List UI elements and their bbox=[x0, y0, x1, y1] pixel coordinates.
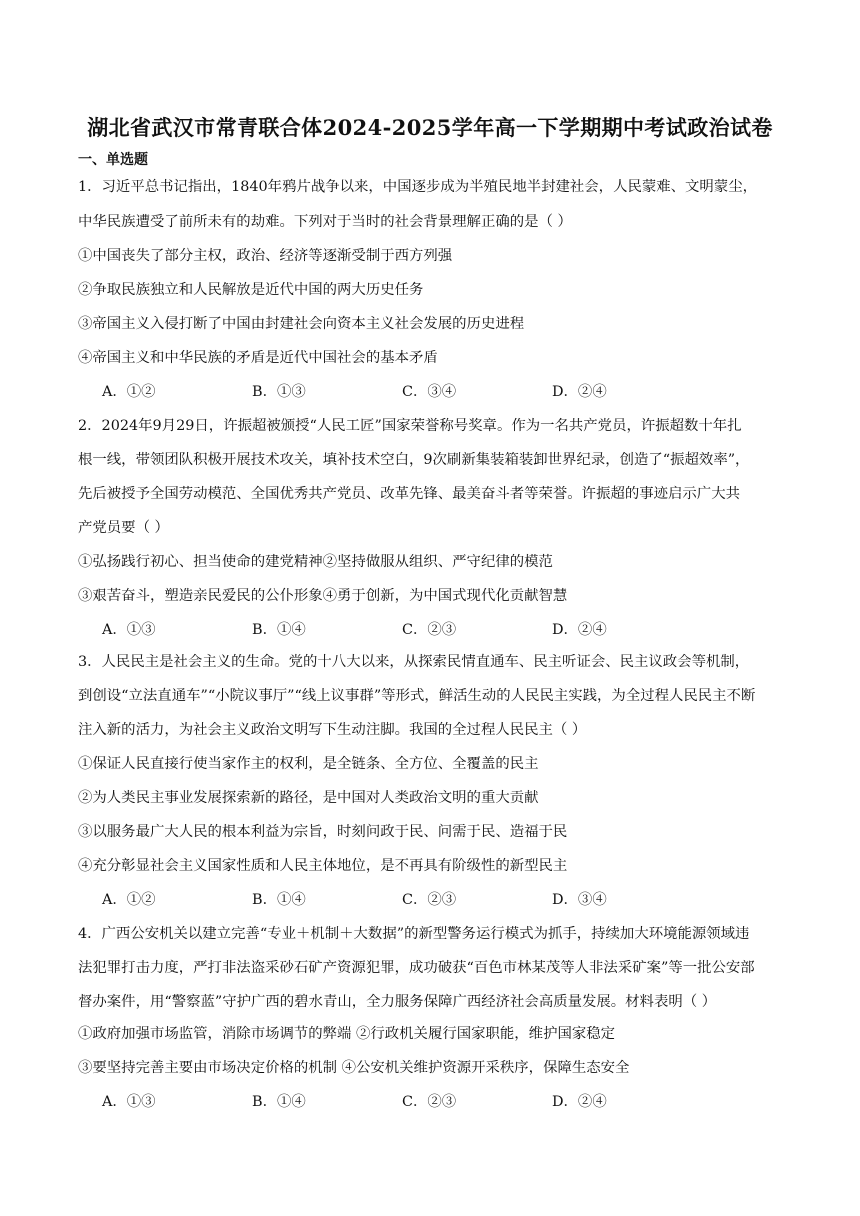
option-b[interactable]: B．①④ bbox=[252, 892, 306, 908]
question-4-statement: ③要坚持完善主要由市场决定价格的机制 ④公安机关维护资源开采秩序，保障生态安全 bbox=[78, 1060, 630, 1076]
option-d[interactable]: D．②④ bbox=[552, 1094, 607, 1110]
option-a[interactable]: A．①③ bbox=[102, 1094, 156, 1110]
question-2-stem-line: 先后被授予全国劳动模范、全国优秀共产党员、改革先锋、最美奋斗者等荣誉。许振超的事迹启示广大共 bbox=[78, 486, 740, 502]
question-3-options bbox=[102, 889, 607, 911]
question-3-statement: ①保证人民直接行使当家作主的权利，是全链条、全方位、全覆盖的民主 bbox=[78, 756, 539, 772]
question-2-stem-line: 根一线，带领团队积极开展技术攻关，填补技术空白，9次刷新集装箱装卸世界纪录，创造了“振超效率”， bbox=[78, 452, 750, 468]
question-4-stem-line: 督办案件，用“警察蓝”守护广西的碧水青山，全力服务保障广西经济社会高质量发展。材料表明（ ） bbox=[78, 994, 717, 1010]
question-1-statement: ②争取民族独立和人民解放是近代中国的两大历史任务 bbox=[78, 282, 424, 298]
option-b[interactable]: B．①④ bbox=[252, 622, 306, 638]
option-d[interactable]: D．②④ bbox=[552, 622, 607, 638]
question-1-stem-line: 中华民族遭受了前所未有的劫难。下列对于当时的社会背景理解正确的是（ ） bbox=[78, 214, 572, 230]
option-c[interactable]: C．②③ bbox=[402, 622, 457, 638]
question-3-statement: ②为人类民主事业发展探索新的路径，是中国对人类政治文明的重大贡献 bbox=[78, 790, 539, 806]
option-c[interactable]: C．②③ bbox=[402, 892, 457, 908]
question-1-options bbox=[102, 381, 607, 403]
question-2-options bbox=[102, 619, 607, 641]
question-4-stem-line: 法犯罪打击力度，严打非法盗采砂石矿产资源犯罪，成功破获“百色市林某茂等人非法采矿案”等一批公安部 bbox=[78, 960, 755, 976]
question-4-statement: ①政府加强市场监管，消除市场调节的弊端 ②行政机关履行国家职能，维护国家稳定 bbox=[78, 1026, 616, 1042]
question-4-options bbox=[102, 1091, 607, 1113]
option-d[interactable]: D．②④ bbox=[552, 384, 607, 400]
option-a[interactable]: A．①② bbox=[102, 384, 156, 400]
question-1-stem-line: 1．习近平总书记指出，1840年鸦片战争以来，中国逐步成为半殖民地半封建社会，人民蒙难、文明蒙尘， bbox=[78, 179, 757, 195]
exam-title: 湖北省武汉市常青联合体2024-2025学年高一下学期期中考试政治试卷 bbox=[87, 115, 773, 140]
option-c[interactable]: C．③④ bbox=[402, 384, 457, 400]
option-a[interactable]: A．①③ bbox=[102, 622, 156, 638]
question-2-stem-line: 产党员要（ ） bbox=[78, 520, 169, 536]
option-d[interactable]: D．③④ bbox=[552, 892, 607, 908]
option-c[interactable]: C．②③ bbox=[402, 1094, 457, 1110]
question-3-stem-line: 到创设“立法直通车”“小院议事厅”“线上议事群”等形式，鲜活生动的人民民主实践，为全过程人民民主不断 bbox=[78, 688, 756, 704]
section-heading: 一、单选题 bbox=[78, 152, 148, 168]
option-b[interactable]: B．①③ bbox=[252, 384, 306, 400]
option-b[interactable]: B．①④ bbox=[252, 1094, 306, 1110]
question-2-stem-line: 2．2024年9月29日，许振超被颁授“人民工匠”国家荣誉称号奖章。作为一名共产党员，许振超数十年扎 bbox=[78, 418, 742, 434]
question-2-statement: ①弘扬践行初心、担当使命的建党精神②坚持做服从组织、严守纪律的模范 bbox=[78, 554, 553, 570]
question-3-stem-line: 3．人民民主是社会主义的生命。党的十八大以来，从探索民情直通车、民主听证会、民主议政会等机制， bbox=[78, 654, 750, 670]
question-4-stem-line: 4．广西公安机关以建立完善“专业＋机制＋大数据”的新型警务运行模式为抓手，持续加大环境能源领域违 bbox=[78, 926, 750, 942]
option-a[interactable]: A．①② bbox=[102, 892, 156, 908]
question-1-statement: ①中国丧失了部分主权，政治、经济等逐渐受制于西方列强 bbox=[78, 248, 453, 264]
question-3-statement: ④充分彰显社会主义国家性质和人民主体地位，是不再具有阶级性的新型民主 bbox=[78, 858, 568, 874]
question-3-statement: ③以服务最广大人民的根本利益为宗旨，时刻问政于民、问需于民、造福于民 bbox=[78, 824, 568, 840]
question-3-stem-line: 注入新的活力，为社会主义政治文明写下生动注脚。我国的全过程人民民主（ ） bbox=[78, 722, 587, 738]
question-1-statement: ③帝国主义入侵打断了中国由封建社会向资本主义社会发展的历史进程 bbox=[78, 316, 525, 332]
question-1-statement: ④帝国主义和中华民族的矛盾是近代中国社会的基本矛盾 bbox=[78, 350, 438, 366]
question-2-statement: ③艰苦奋斗，塑造亲民爱民的公仆形象④勇于创新，为中国式现代化贡献智慧 bbox=[78, 588, 568, 604]
